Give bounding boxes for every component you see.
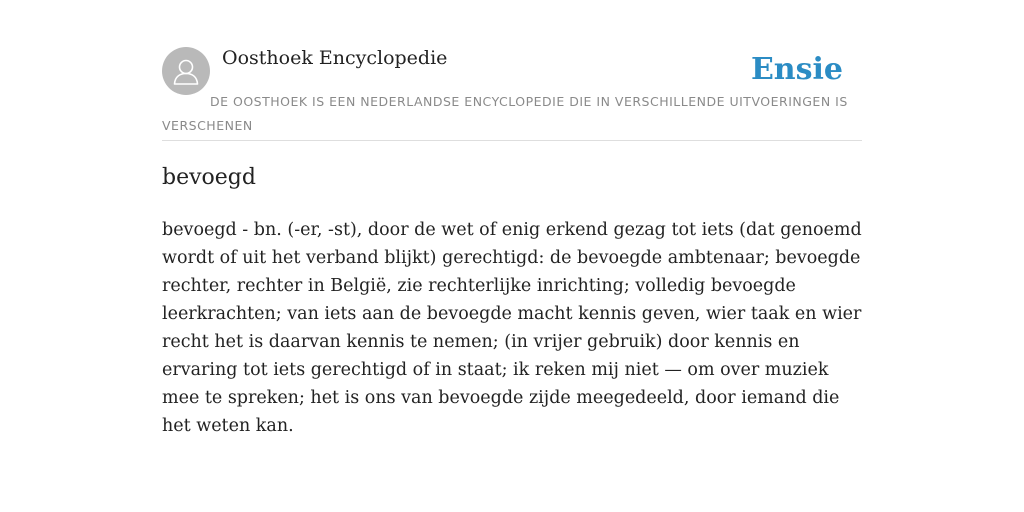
entry-definition: bevoegd - bn. (-er, -st), door de wet of enig erkend gezag tot iets (dat genoemd wordt of uit het verband blijkt) gerechtigd: de bevoegde ambtenaar; bevoegde rechter, rechter in België, zie rechterlijke inrichting; volledig bevoegde leerkrachten; van iets aan de bevoegde macht kennis geven, wier taak en wier recht het is daarvan kennis te nemen; (in vrijer gebruik) door kennis en ervaring tot iets gerechtigd of in staat; ik reken mij niet — om over muziek mee te spreken; het is ons van bevoegde zijde meegedeeld, door iemand die het weten kan. [162, 220, 862, 436]
source-avatar[interactable] [162, 47, 210, 95]
source-name-link[interactable]: Oosthoek Encyclopedie [222, 47, 448, 69]
source-description: DE OOSTHOEK IS EEN NEDERLANDSE ENCYCLOPEDIE DIE IN VERSCHILLENDE UITVOERINGEN IS VERSCHENEN [162, 94, 848, 133]
brand-logo-link[interactable]: Ensie [750, 52, 843, 87]
source-header [162, 44, 862, 141]
user-icon [162, 47, 210, 95]
entry-title: bevoegd [162, 165, 256, 190]
